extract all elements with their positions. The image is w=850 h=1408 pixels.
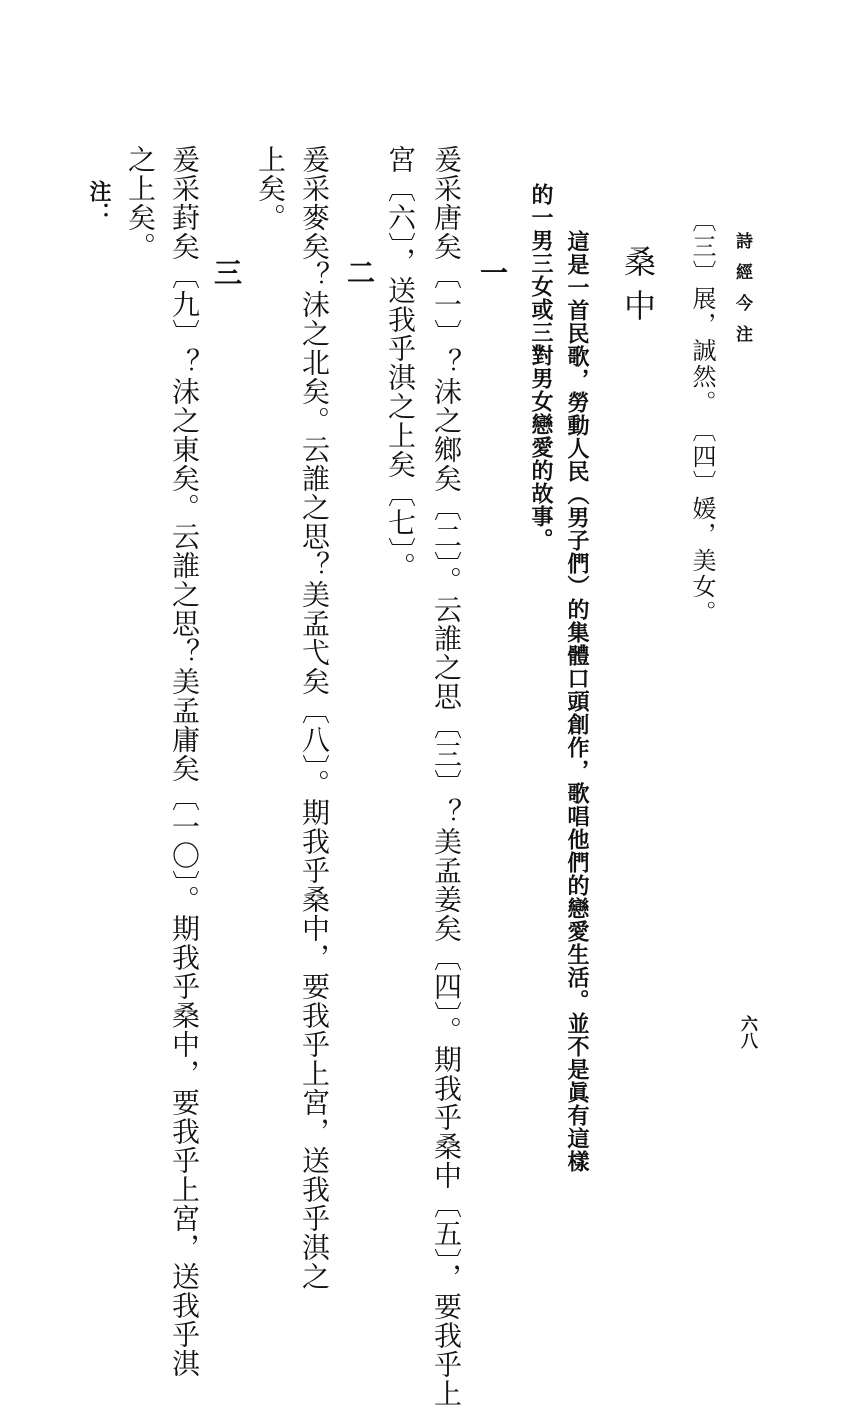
stanza-1-line-2: 宮〔六〕，送我乎淇之上矣〔七〕。	[384, 145, 417, 581]
stanza-number-2: 二	[343, 258, 376, 286]
notes-label: 注：	[86, 180, 112, 224]
previous-notes-line: 〔三〕展，誠然。 〔四〕媛，美女。	[688, 208, 716, 626]
intro-line-1: 這是一首民歌，勞動人民（男子們）的集體口頭創作，歌唱他們的戀愛生活。並不是眞有這樣	[564, 230, 590, 1173]
page-number: 六八	[737, 1015, 757, 1049]
intro-line-2: 的一男三女或三對男女戀愛的故事。	[528, 183, 554, 551]
running-header: 詩經今注	[732, 232, 752, 356]
stanza-3-line-2: 之上矣。	[124, 145, 157, 261]
stanza-3-line-1: 爰采葑矣〔九〕？沬之東矣。云誰之思？美孟庸矣〔一〇〕。期我乎桑中，要我乎上宮，送我乎淇	[168, 145, 201, 1378]
stanza-number-1: 一	[476, 258, 509, 286]
stanza-1-line-1: 爰采唐矣〔一〕？沬之鄉矣〔二〕。云誰之思〔三〕？美孟姜矣〔四〕。期我乎桑中〔五〕，要我乎上	[430, 145, 463, 1408]
stanza-2-line-1: 爰采麥矣？沬之北矣。云誰之思？美孟弋矣〔八〕。期我乎桑中，要我乎上宮，送我乎淇之	[298, 145, 331, 1291]
stanza-2-line-2: 上矣。	[254, 145, 287, 232]
poem-title: 桑中	[619, 245, 657, 333]
stanza-number-3: 三	[210, 258, 243, 286]
